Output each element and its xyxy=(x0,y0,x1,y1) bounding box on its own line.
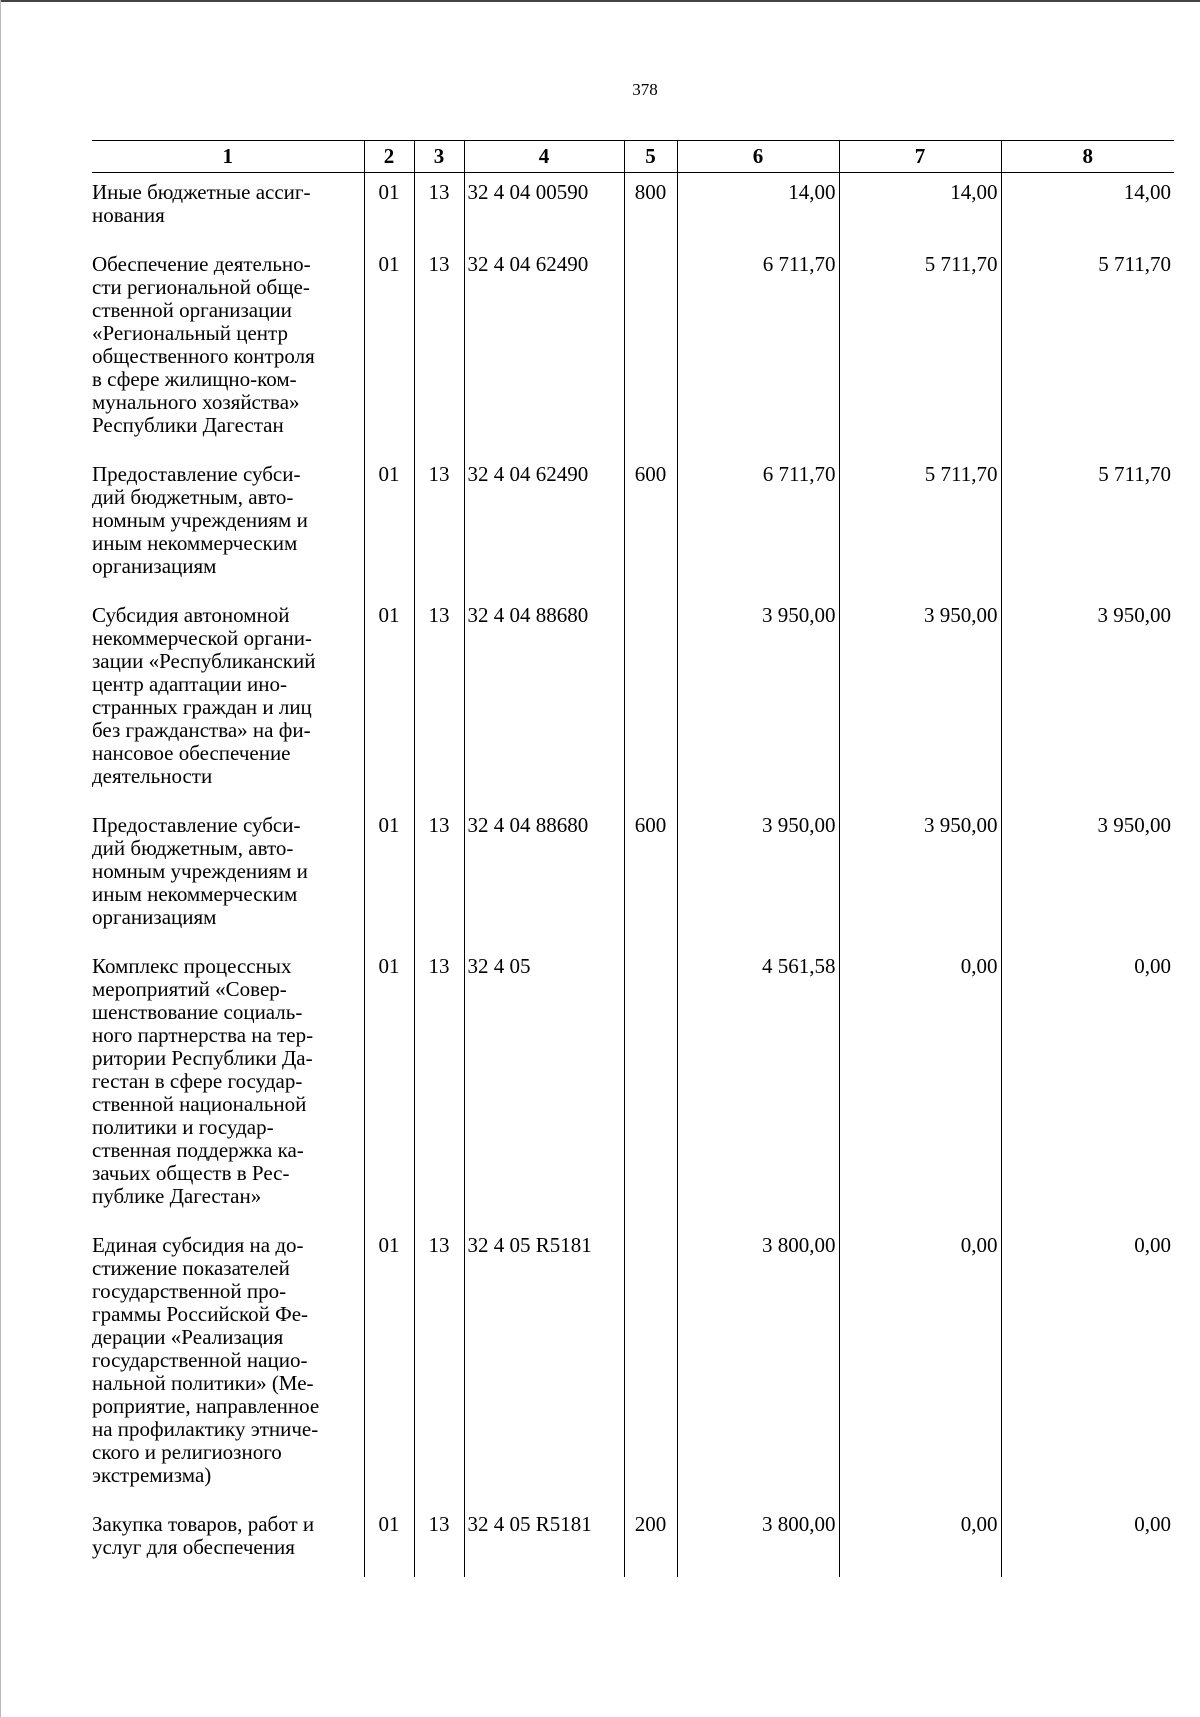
row-section-code: 01 xyxy=(364,806,414,947)
row-amount-col-7: 14,00 xyxy=(839,173,1001,246)
table-row xyxy=(92,947,1174,1226)
table-header xyxy=(92,141,1174,173)
table-row xyxy=(92,1505,1174,1577)
row-expense-type-code: 600 xyxy=(624,806,677,947)
row-subsection-code: 13 xyxy=(414,1505,464,1577)
row-amount-col-6: 6 711,70 xyxy=(677,455,839,596)
row-section-code: 01 xyxy=(364,245,414,455)
row-name: Субсидия автономной некоммерческой органи- зации «Республиканский центр адаптации ино- странных граждан и лиц без гражданства» на фи- нансовое обеспечение деятельности xyxy=(92,603,316,788)
row-amount-col-6: 3 950,00 xyxy=(677,596,839,806)
row-section-code: 01 xyxy=(364,1226,414,1505)
row-amount-col-6: 3 800,00 xyxy=(677,1226,839,1505)
row-subsection-code: 13 xyxy=(414,245,464,455)
row-target-article-code: 32 4 04 88680 xyxy=(464,806,624,947)
row-amount-col-8: 5 711,70 xyxy=(1001,245,1174,455)
row-name: Закупка товаров, работ и услуг для обеспечения xyxy=(92,1512,315,1559)
row-target-article-code: 32 4 05 xyxy=(464,947,624,1226)
table-row xyxy=(92,173,1174,246)
row-name: Предоставление субси- дий бюджетным, авто- номным учреждениям и иным некоммерческим организациям xyxy=(92,813,308,929)
row-subsection-code: 13 xyxy=(414,596,464,806)
row-subsection-code: 13 xyxy=(414,173,464,246)
header-col-3: 3 xyxy=(414,141,464,173)
page-top-rule xyxy=(0,0,1200,2)
row-amount-col-6: 3 950,00 xyxy=(677,806,839,947)
row-subsection-code: 13 xyxy=(414,806,464,947)
row-target-article-code: 32 4 04 88680 xyxy=(464,596,624,806)
row-section-code: 01 xyxy=(364,1505,414,1577)
row-amount-col-6: 6 711,70 xyxy=(677,245,839,455)
table-row xyxy=(92,806,1174,947)
row-amount-col-7: 5 711,70 xyxy=(839,245,1001,455)
row-amount-col-7: 5 711,70 xyxy=(839,455,1001,596)
header-row xyxy=(92,141,1174,173)
row-amount-col-8: 3 950,00 xyxy=(1001,806,1174,947)
table-row xyxy=(92,596,1174,806)
row-target-article-code: 32 4 04 00590 xyxy=(464,173,624,246)
row-expense-type-code xyxy=(624,1226,677,1505)
row-expense-type-code: 600 xyxy=(624,455,677,596)
row-section-code: 01 xyxy=(364,947,414,1226)
row-amount-col-7: 3 950,00 xyxy=(839,806,1001,947)
row-amount-col-8: 0,00 xyxy=(1001,947,1174,1226)
header-col-6: 6 xyxy=(677,141,839,173)
row-expense-type-code: 800 xyxy=(624,173,677,246)
row-amount-col-7: 3 950,00 xyxy=(839,596,1001,806)
row-amount-col-8: 5 711,70 xyxy=(1001,455,1174,596)
row-expense-type-code xyxy=(624,596,677,806)
table-body xyxy=(92,173,1174,1578)
row-name: Предоставление субси- дий бюджетным, авто- номным учреждениям и иным некоммерческим организациям xyxy=(92,462,308,578)
page-number: 378 xyxy=(632,80,658,99)
row-section-code: 01 xyxy=(364,173,414,246)
row-subsection-code: 13 xyxy=(414,455,464,596)
row-amount-col-6: 14,00 xyxy=(677,173,839,246)
row-amount-col-7: 0,00 xyxy=(839,947,1001,1226)
row-name: Единая субсидия на до- стижение показателей государственной про- граммы Российской Фе- дерации «Реализация государственной нацио- нальной политики» (Ме- роприятие, направленное на профилактику этниче- ского и религиозного экстремизма) xyxy=(92,1233,320,1487)
row-target-article-code: 32 4 04 62490 xyxy=(464,455,624,596)
page-left-edge xyxy=(0,0,1,1717)
row-amount-col-8: 14,00 xyxy=(1001,173,1174,246)
row-name: Комплекс процессных мероприятий «Совер- шенствование социаль- ного партнерства на тер- ритории Республики Да- гестан в сфере государ- ственной национальной политики и государ- ственная поддержка ка- зачьих обществ в Рес- публике Дагестан» xyxy=(92,954,314,1208)
header-col-7: 7 xyxy=(839,141,1001,173)
row-name: Иные бюджетные ассиг- нования xyxy=(92,180,311,227)
row-amount-col-6: 4 561,58 xyxy=(677,947,839,1226)
row-subsection-code: 13 xyxy=(414,947,464,1226)
row-section-code: 01 xyxy=(364,596,414,806)
row-expense-type-code xyxy=(624,947,677,1226)
row-amount-col-8: 3 950,00 xyxy=(1001,596,1174,806)
header-col-2: 2 xyxy=(364,141,414,173)
row-expense-type-code: 200 xyxy=(624,1505,677,1577)
row-section-code: 01 xyxy=(364,455,414,596)
budget-table xyxy=(92,140,1174,1577)
table-row xyxy=(92,1226,1174,1505)
header-col-1: 1 xyxy=(92,141,364,173)
row-target-article-code: 32 4 05 R5181 xyxy=(464,1505,624,1577)
row-amount-col-8: 0,00 xyxy=(1001,1505,1174,1577)
row-amount-col-6: 3 800,00 xyxy=(677,1505,839,1577)
row-amount-col-7: 0,00 xyxy=(839,1505,1001,1577)
row-name: Обеспечение деятельно- сти региональной обще- ственной организации «Региональный центр общественного контроля в сфере жилищно-ком- мунального хозяйства» Республики Дагестан xyxy=(92,252,315,437)
header-col-5: 5 xyxy=(624,141,677,173)
row-expense-type-code xyxy=(624,245,677,455)
header-col-8: 8 xyxy=(1001,141,1174,173)
row-amount-col-8: 0,00 xyxy=(1001,1226,1174,1505)
table-row xyxy=(92,455,1174,596)
row-amount-col-7: 0,00 xyxy=(839,1226,1001,1505)
row-target-article-code: 32 4 05 R5181 xyxy=(464,1226,624,1505)
row-target-article-code: 32 4 04 62490 xyxy=(464,245,624,455)
table-row xyxy=(92,245,1174,455)
row-subsection-code: 13 xyxy=(414,1226,464,1505)
header-col-4: 4 xyxy=(464,141,624,173)
